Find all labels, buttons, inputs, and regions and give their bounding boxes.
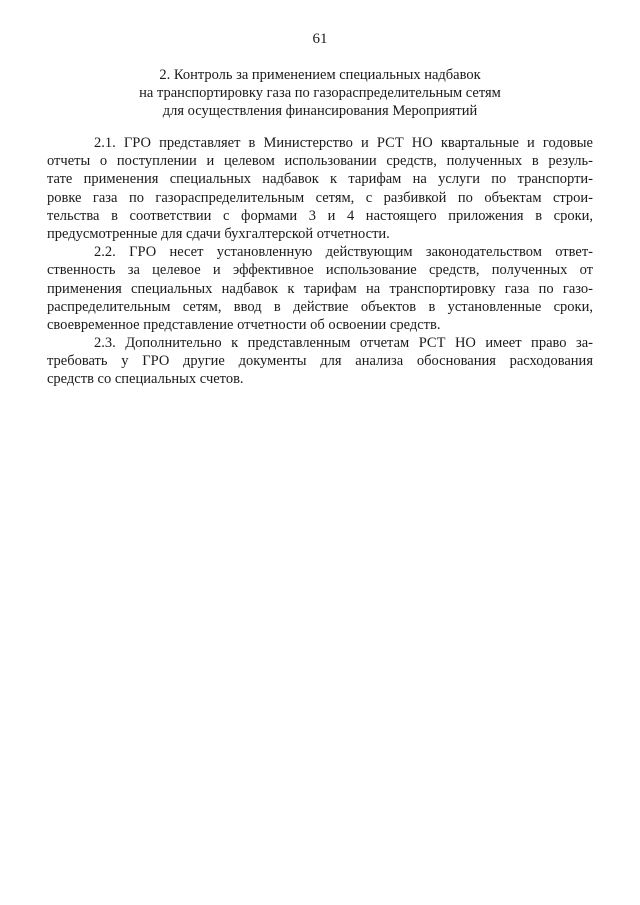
paragraph-line: тате применения специальных надбавок к тарифам на услуги по транспорти- (47, 171, 593, 188)
paragraph-line: 2.1. ГРО представляет в Министерство и РСТ НО квартальные и годовые (94, 135, 593, 151)
heading-line: на транспортировку газа по газораспределительным сетям (139, 85, 501, 101)
paragraph-line: 2.2. ГРО несет установленную действующим законодательством ответ- (94, 244, 593, 261)
body-text (47, 134, 593, 389)
paragraph-line: тельства в соответствии с формами 3 и 4 настоящего приложения в сроки, (47, 207, 593, 224)
paragraph-line: требовать у ГРО другие документы для анализа обоснования расходования (47, 353, 593, 370)
paragraph-line: своевременное представление отчетности об освоении средств. (47, 316, 441, 333)
paragraph-line: 2.3. Дополнительно к представленным отчетам РСТ НО имеет право за- (94, 335, 593, 352)
paragraph-line: распределительным сетям, ввод в действие объектов в установленные сроки, (47, 298, 593, 315)
heading-line: 2. Контроль за применением специальных надбавок (159, 67, 481, 83)
heading-line: для осуществления финансирования Мероприятий (162, 103, 478, 119)
paragraph-2-2 (47, 243, 593, 334)
paragraph-line: ственность за целевое и эффективное использование средств, полученных от (47, 262, 593, 279)
paragraph-line: ровке газа по газораспределительным сетям, с разбивкой по объектам строи- (47, 189, 593, 206)
paragraph-line: предусмотренные для сдачи бухгалтерской отчетности. (47, 225, 390, 242)
paragraph-line: средств со специальных счетов. (47, 371, 244, 388)
section-heading (60, 66, 580, 120)
page-number: 61 (312, 31, 328, 47)
paragraph-line: применения специальных надбавок к тарифам на транспортировку газа по газо- (47, 280, 593, 297)
paragraph-2-3 (47, 334, 593, 389)
paragraph-2-1 (47, 134, 593, 243)
paragraph-line: отчеты о поступлении и целевом использовании средств, полученных в резуль- (47, 153, 593, 170)
